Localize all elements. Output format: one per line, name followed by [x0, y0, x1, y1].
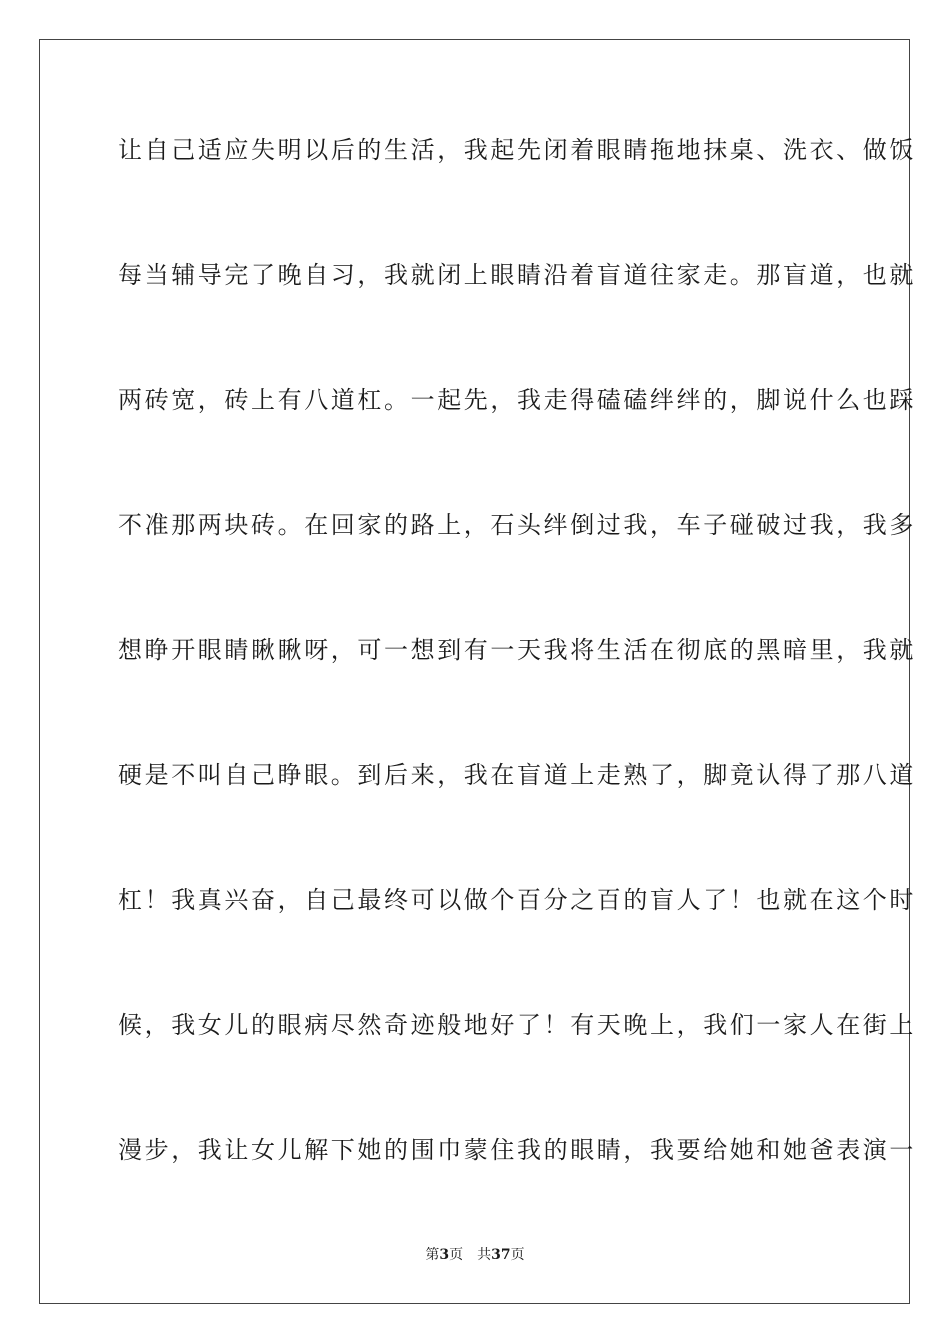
page-suffix: 页	[449, 1247, 464, 1263]
body-text-line-7: 杠！我真兴奋，自己最终可以做个百分之百的盲人了！也就在这个时	[118, 886, 916, 914]
body-text-line-6: 硬是不叫自己睁眼。到后来，我在盲道上走熟了，脚竟认得了那八道	[118, 761, 916, 789]
body-text-line-8: 候，我女儿的眼病尽然奇迹般地好了！有天晚上，我们一家人在街上	[118, 1011, 916, 1039]
body-text-line-4: 不准那两块砖。在回家的路上，石头绊倒过我，车子碰破过我，我多	[118, 511, 916, 539]
body-text-line-2: 每当辅导完了晚自习，我就闭上眼睛沿着盲道往家走。那盲道，也就	[118, 261, 916, 289]
page-border	[39, 39, 916, 1304]
body-text-line-9: 漫步，我让女儿解下她的围巾蒙住我的眼睛，我要给她和她爸表演一	[118, 1136, 916, 1164]
page-prefix: 第	[425, 1247, 440, 1263]
page-number: 3	[439, 1247, 450, 1263]
body-text-line-1: 让自己适应失明以后的生活，我起先闭着眼睛拖地抹桌、洗衣、做饭	[118, 136, 916, 164]
total-prefix: 共	[477, 1247, 492, 1263]
body-text-line-3: 两砖宽，砖上有八道杠。一起先，我走得磕磕绊绊的，脚说什么也踩	[118, 386, 916, 414]
total-pages: 37	[491, 1247, 511, 1263]
total-suffix: 页	[510, 1247, 525, 1263]
page-footer	[0, 1245, 950, 1265]
body-text-line-5: 想睁开眼睛瞅瞅呀，可一想到有一天我将生活在彻底的黑暗里，我就	[118, 636, 916, 664]
